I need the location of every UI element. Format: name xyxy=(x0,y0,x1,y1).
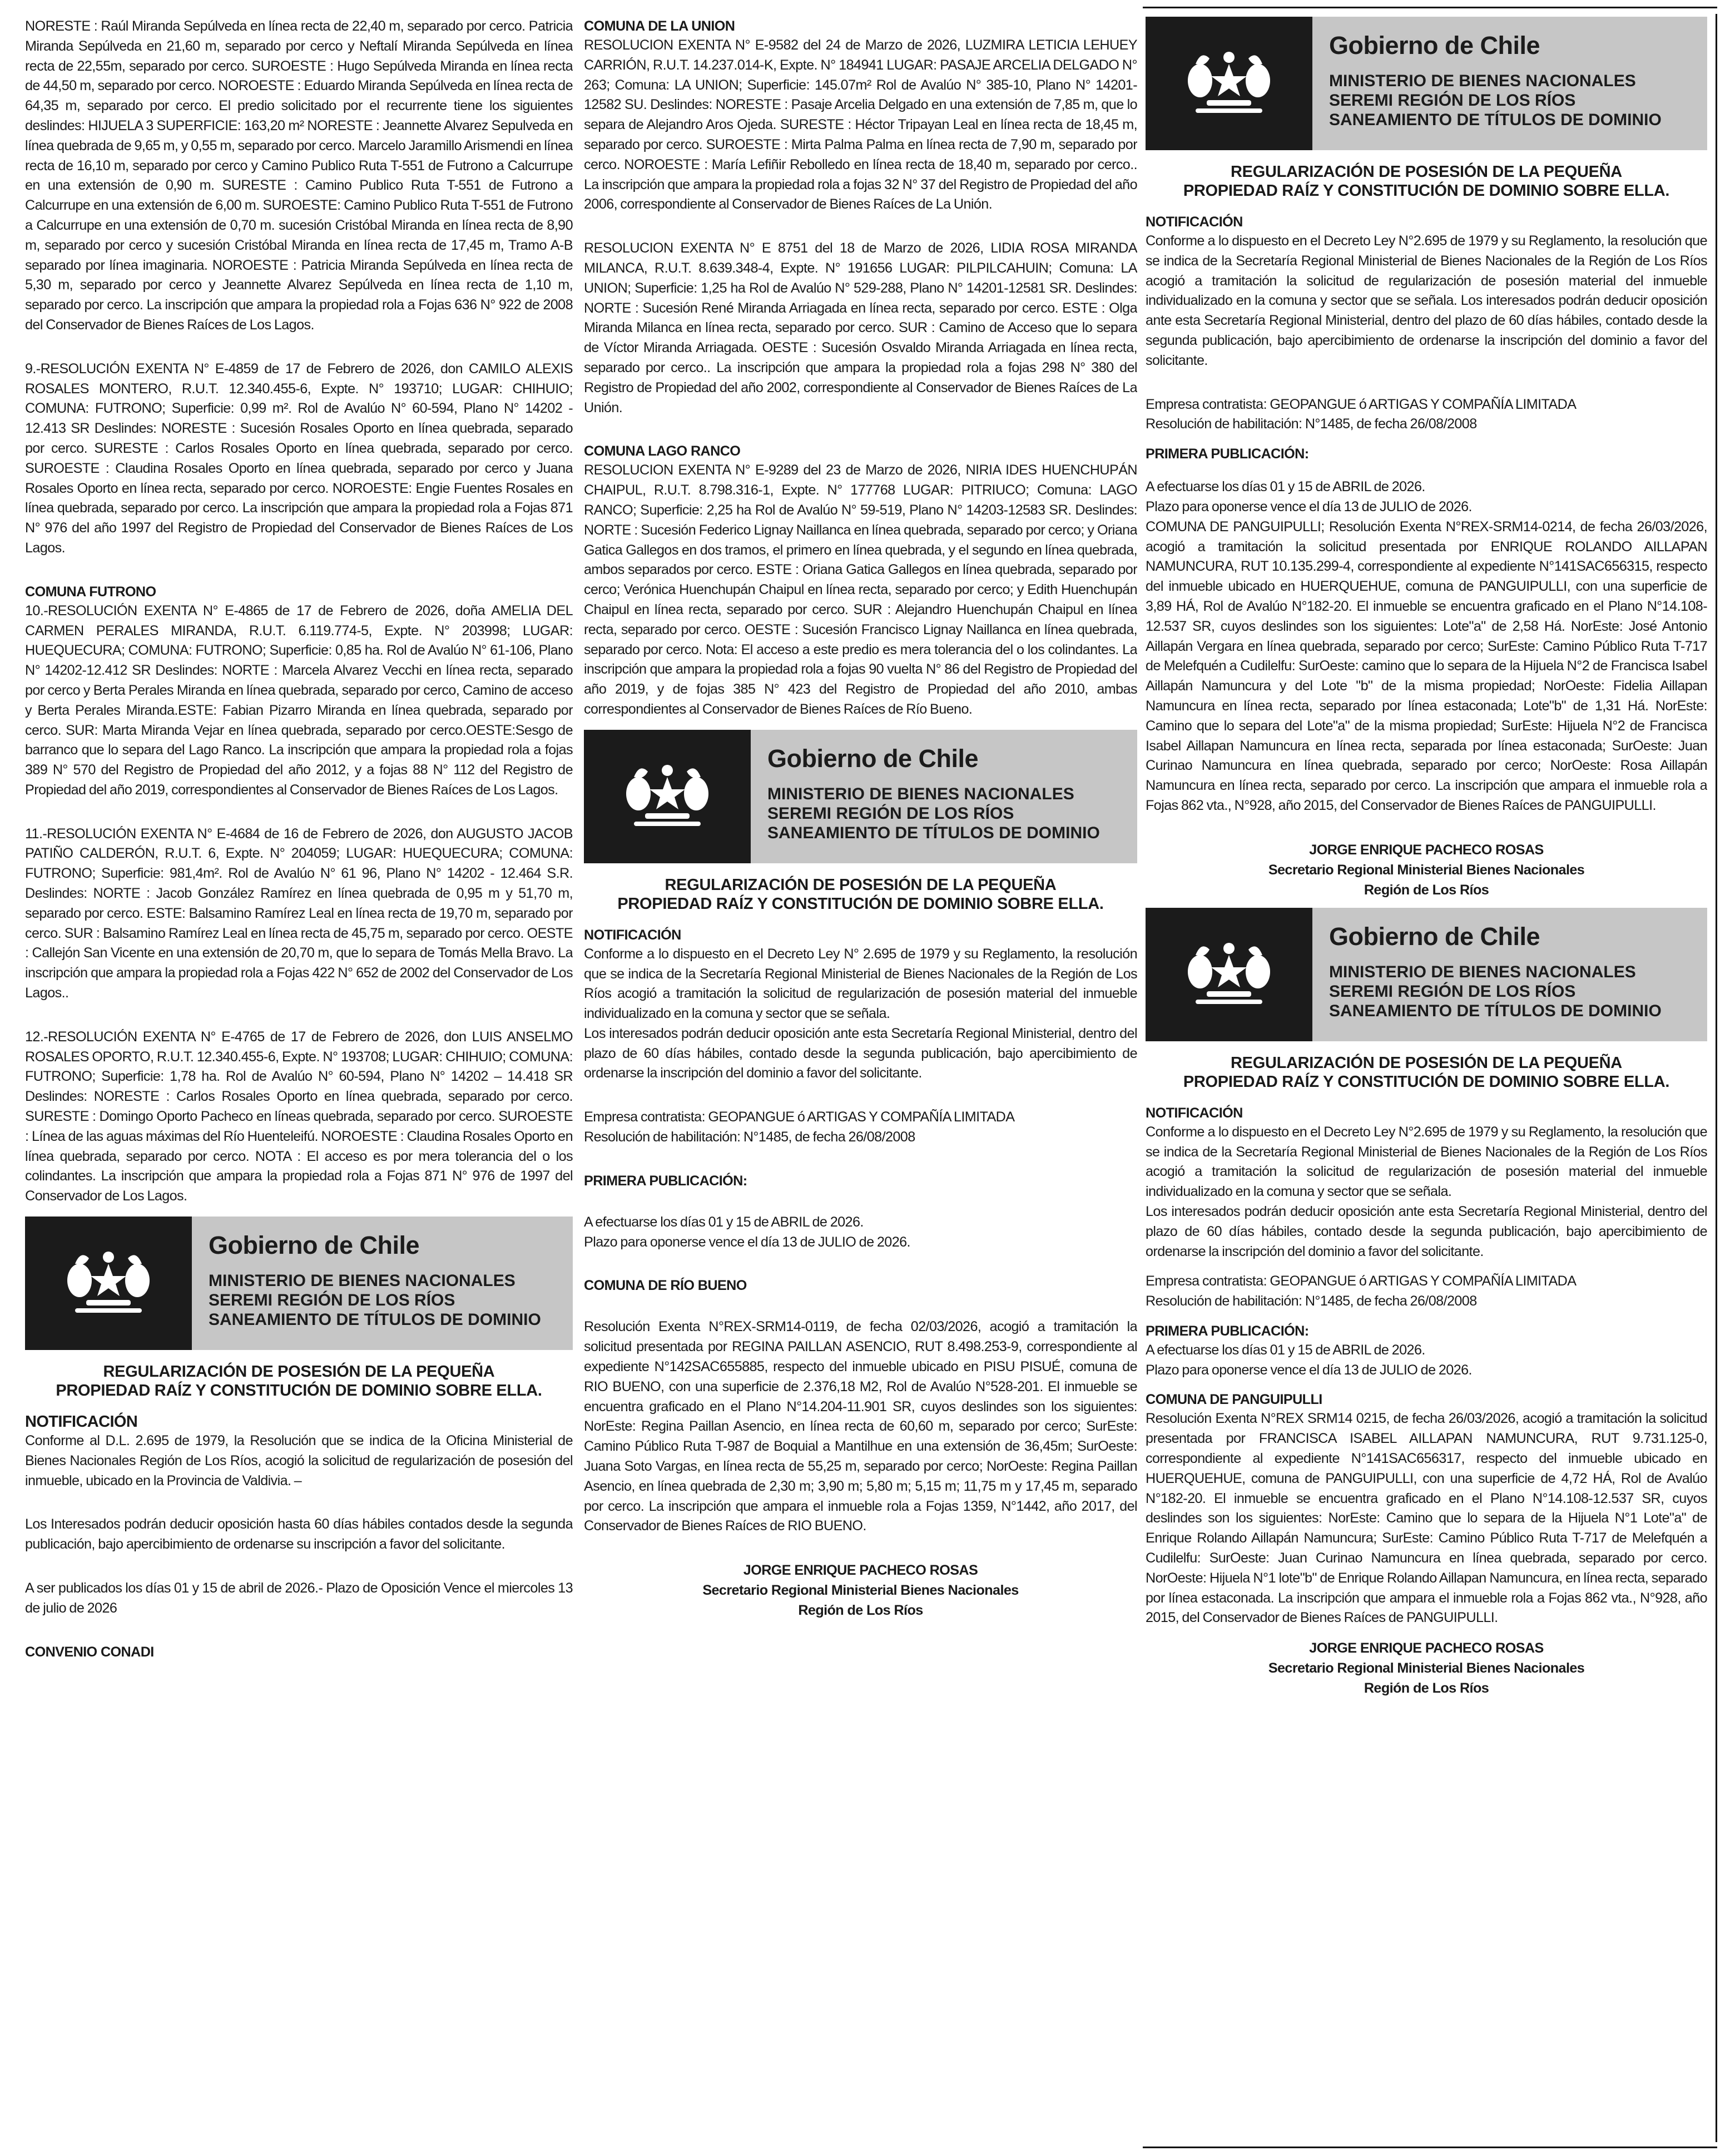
banner-line: SEREMI REGIÓN DE LOS RÍOS xyxy=(767,804,1014,823)
banner-line: MINISTERIO DE BIENES NACIONALES xyxy=(767,784,1074,803)
publication-dates: A efectuarse los días 01 y 15 de ABRIL de 2026. xyxy=(1146,479,1425,495)
chile-coat-of-arms-icon xyxy=(1173,42,1285,125)
notice-text: 11.-RESOLUCIÓN EXENTA N° E-4684 de 16 de Febrero de 2026, don AUGUSTO JACOB PATIÑO CALDERÓN, R.U.T. 6, Expte. N° 204059; LUGAR: HUEQUECURA; COMUNA: FUTRONO; Superficie: 981,4m². Rol de Avalúo N° 61 96, Plano N° 14202 - 12.464 S.R. Deslindes: NORTE : Jacob González Ramírez en línea quebrada de 0,95 m y 51,70 m, separado por cerco. ESTE: Balsamino Ramírez Leal en línea recta de 19,70 m, separado por cerco. SUR : Balsamino Ramírez Leal en línea recta de 45,75 m, separado por cerco. OESTE : Callejón San Vicente en una extensión de 20,70 m, que lo separa de Tomás Mella Bravo. La inscripción que ampara la propiedad rola a Fojas 422 N° 652 de 2002 del Conservador de Los Lagos.. xyxy=(25,825,573,1001)
notification-heading: NOTIFICACIÓN xyxy=(1146,1105,1243,1121)
notice-text: NORESTE : Raúl Miranda Sepúlveda en línea recta de 22,40 m, separado por cerco. Patricia Miranda Sepúlveda en 21,60 m, separado por cerco y Neftalí Miranda Sepúlveda en línea recta de 22,55m, separado por cerco. SUROESTE : Hugo Sepúlveda Miranda en línea recta de 44,50 m, separado por cerco. NOROESTE : Eduardo Miranda Sepúlveda en línea recta de 64,35 m, separado por cerco. El predio solicitado por el recurrente tiene los siguientes deslindes: HIJUELA 3 SUPERFICIE: 163,20 m² NORESTE : Jeannette Alvarez Sepulveda en línea quebrada de 9,65 m, y 0,55 m, separado por cerco. Marcelo Jaramillo Arismendi en línea recta de 16,10 m, separado por cerco y Camino Publico Ruta T-551 de Futrono a Calcurrupe en una extensión de 0,90 m. SURESTE : Camino Publico Ruta T-551 de Futrono a Calcurrupe en una extensión de 6,00 m. SUROESTE: Camino Publico Ruta T-551 de Futrono a Calcurrupe en una extensión de 0,70 m. sucesión Cristóbal Miranda en línea recta de 8,90 m, separado por cerco y sucesión Cristóbal Miranda en línea recta de 17,45 m, Tramo A-B separado por línea imaginaria. NOROESTE : Patricia Miranda Sepúlveda en línea recta de 5,30 m, separado por cerco y Jeannette Alvarez Sepúlveda en línea recta de 1,10 m, separado por cerco. La inscripción que ampara la propiedad rola a Fojas 636 N° 922 de 2008 del Conservador de Bienes Raíces de Los Lagos. xyxy=(25,18,573,333)
notice-title xyxy=(584,876,1137,913)
top-rule xyxy=(1143,7,1717,8)
banner-title: Gobierno de Chile xyxy=(767,744,979,773)
chile-coat-of-arms-icon xyxy=(1173,933,1285,1016)
banner-line: MINISTERIO DE BIENES NACIONALES xyxy=(1329,72,1636,90)
section-heading: COMUNA LAGO RANCO xyxy=(584,443,741,459)
title-line: REGULARIZACIÓN DE POSESIÓN DE LA PEQUEÑA xyxy=(1231,1054,1622,1072)
signatory-title: Secretario Regional Ministerial Bienes Nacionales xyxy=(1268,862,1585,878)
title-line: REGULARIZACIÓN DE POSESIÓN DE LA PEQUEÑA xyxy=(665,876,1057,894)
banner-line: SEREMI REGIÓN DE LOS RÍOS xyxy=(1329,982,1576,1001)
banner-line: SEREMI REGIÓN DE LOS RÍOS xyxy=(209,1291,455,1310)
notice-text: Conforme a lo dispuesto en el Decreto Ley N°2.695 de 1979 y su Reglamento, la resolución que se indica de la Secretaría Regional Ministerial de Bienes Nacionales de la Región de Los Ríos acogió a tramitación la solicitud de regularización de posesión material del inmueble individualizado en la comuna y sector que se señala. xyxy=(1146,1124,1707,1200)
resolution-line: Resolución de habilitación: N°1485, de fecha 26/08/2008 xyxy=(584,1129,915,1145)
signatory-region: Región de Los Ríos xyxy=(1364,1680,1489,1697)
notification-heading: NOTIFICACIÓN xyxy=(584,927,681,943)
notification-heading: NOTIFICACIÓN xyxy=(1146,214,1243,230)
emblem-panel xyxy=(25,1217,192,1350)
banner-line: SANEAMIENTO DE TÍTULOS DE DOMINIO xyxy=(1329,111,1662,129)
opposition-deadline: Plazo para oponerse vence el día 13 de JULIO de 2026. xyxy=(1146,498,1472,515)
gobierno-banner xyxy=(584,730,1137,863)
contractor-line: Empresa contratista: GEOPANGUE ó ARTIGAS Y COMPAÑÍA LIMITADA xyxy=(1146,396,1577,412)
notice-text: 9.-RESOLUCIÓN EXENTA N° E-4859 de 17 de Febrero de 2026, don CAMILO ALEXIS ROSALES MONTERO, R.U.T. 12.340.455-6, Expte. N° 193710; LUGAR: CHIHUIO; COMUNA: FUTRONO; Superficie: 0,99 m². Rol de Avalúo N° 60-594, Plano N° 14202 - 12.413 SR Deslindes: NORESTE : Sucesión Rosales Oporto en línea quebrada, separado por cerco. SURESTE : Carlos Rosales Oporto en línea quebrada, separado por cerco. SUROESTE : Claudina Rosales Oporto en línea quebrada, separado por cerco y Juana Rosales Oporto en línea recta, separado por cerco. NOROESTE: Engie Fuentes Rosales en línea quebrada, separado por cerco. La inscripción que ampara la propiedad rola a Fojas 871 N° 976 del año 1997 del Registro de Propiedad del Conservador de Bienes Raíces de Los Lagos. xyxy=(25,360,573,556)
contractor-line: Empresa contratista: GEOPANGUE ó ARTIGAS Y COMPAÑÍA LIMITADA xyxy=(1146,1273,1577,1289)
banner-text xyxy=(1312,908,1707,1041)
banner-text xyxy=(1312,17,1707,150)
chile-coat-of-arms-icon xyxy=(612,755,723,838)
opposition-deadline: Plazo para oponerse vence el día 13 de JULIO de 2026. xyxy=(584,1234,910,1250)
emblem-panel xyxy=(584,730,751,863)
column-3 xyxy=(1146,17,1707,2139)
gobierno-banner xyxy=(25,1217,573,1350)
section-heading: COMUNA DE RÍO BUENO xyxy=(584,1278,747,1294)
banner-line: SANEAMIENTO DE TÍTULOS DE DOMINIO xyxy=(767,823,1100,842)
section-heading: COMUNA DE PANGUIPULLI xyxy=(1146,1392,1322,1408)
chile-coat-of-arms-icon xyxy=(53,1242,164,1325)
title-line: PROPIEDAD RAÍZ Y CONSTITUCIÓN DE DOMINIO SOBRE ELLA. xyxy=(56,1382,542,1400)
banner-line: MINISTERIO DE BIENES NACIONALES xyxy=(1329,962,1636,981)
signatory-name: JORGE ENRIQUE PACHECO ROSAS xyxy=(743,1562,978,1579)
notice-text: RESOLUCION EXENTA N° E-9582 del 24 de Marzo de 2026, LUZMIRA LETICIA LEHUEY CARRIÓN, R.U.T. 14.237.014-K, Expte. N° 184941 LUGAR: PASAJE ARCELIA DELGADO N° 263; Comuna: LA UNION; Superficie: 145.07m² Rol de Avalúo N° 385-10, Plano N° 14201-12582 SU. Deslindes: NORESTE : Pasaje Arcelia Delgado en una extensión de 7,85 m, que lo separa de Alejandro Aros Ojeda. SURESTE : Héctor Tripayan Leal en línea recta de 18,45 m, separado por cerco. SUROESTE : Mirta Palma Palma en línea recta de 7,90 m, separado por cerco. NOROESTE : María Lefiñir Rebolledo en línea recta de 18,40 m, separado por cerco.. La inscripción que ampara la propiedad rola a fojas 32 N° 37 del Registro de Propiedad del año 2006, correspondiente al Conservador de Bienes Raíces de La Unión. xyxy=(584,37,1137,212)
banner-line: MINISTERIO DE BIENES NACIONALES xyxy=(209,1272,515,1290)
signatory-region: Región de Los Ríos xyxy=(798,1603,923,1619)
notice-text: COMUNA DE PANGUIPULLI; Resolución Exenta N°REX-SRM14-0214, de fecha 26/03/2026, acogió a tramitación la solicitud presentada por ENRIQUE ROLANDO AILLAPAN NAMUNCURA, RUT 10.135.299-4, correspondiente al expediente N°141SAC656315, respecto del inmueble ubicado en HUERQUEHUE, comuna de PANGUIPULLI, con una superficie de 3,89 HÁ, Rol de Avalúo N°182-20. El inmueble se encuentra graficado en el Plano N°14.108-12.537 SR, cuyos deslindes son los siguientes: Lote"a" de 2,58 Há. NorEste: José Antonio Aillapán Vergara en línea quebrada, separado por cerco; SurEste: Camino Público Ruta T-717 de Melefquén a Cudilelfu: SurOeste: camino que lo separa de la Hijuela N°2 de Francisca Isabel Aillapán Namuncura y del Lote "b" de la misma propiedad; NorOeste: Fidelia Aillapan Namuncura en línea recta, separado por línea estaconada; Lote"b" de 1,31 Há. NorEste: Camino que lo separa del Lote"a" de la misma propiedad; SurEste: Hijuela N°2 de Francisca Isabel Aillapan Namuncura en línea recta, separada por línea estaconada; SurOeste: Juan Curinao Namuncura en línea quebrada, separado por cerco; NorOeste: Rosa Aillapán Namuncura en línea recta, separado por cerco. La inscripción que ampara el inmueble rola a Fojas 862 vta., N°928, año 2015, del Conservador de Bienes Raíces de PANGUIPULLI. xyxy=(1146,518,1707,813)
right-rule xyxy=(1716,14,1717,2142)
opposition-deadline: Plazo para oponerse vence el día 13 de JULIO de 2026. xyxy=(1146,1362,1472,1378)
publication-dates: A efectuarse los días 01 y 15 de ABRIL de 2026. xyxy=(584,1214,864,1230)
bottom-rule xyxy=(1143,2147,1717,2148)
banner-title: Gobierno de Chile xyxy=(209,1231,420,1260)
banner-title: Gobierno de Chile xyxy=(1329,31,1540,60)
notice-title xyxy=(1146,1054,1707,1091)
notice-text: RESOLUCION EXENTA N° E-9289 del 23 de Marzo de 2026, NIRIA IDES HUENCHUPÁN CHAIPUL, R.U.T. 8.798.316-1, Expte. N° 177768 LUGAR: PITRIUCO; Comuna: LAGO RANCO; Superficie: 2,25 ha Rol de Avalúo N° 59-519, Plano N° 14203-12583 SR. Deslindes: NORTE : Sucesión Federico Lignay Naillanca en línea quebrada, separado por cerco; y Oriana Gatica Gallegos en dos tramos, el primero en línea quebrada, y el segundo en línea quebrada, ambos separados por cerco. ESTE : Oriana Gatica Gallegos en línea quebrada, separado por cerco; Verónica Huenchupán Chaipul en línea recta, separado por cerco; y Edith Huenchupán Chaipul en línea recta, separado por cerco. SUR : Alejandro Huenchupán Chaipul en línea recta, separado por cerco. OESTE : Sucesión Francisco Lignay Naillanca en línea quebrada, separado por cerco. Nota: El acceso a este predio es mera tolerancia del o los colindantes. La inscripción que ampara la propiedad rola a fojas 90 vuelta N° 86 del Registro de Propiedad del año 2019, y de fojas 385 N° 423 del Registro de Propiedad del año 2010, ambas correspondientes al Conservador de Bienes Raíces de Río Bueno. xyxy=(584,462,1137,717)
banner-text xyxy=(192,1217,573,1350)
title-line: PROPIEDAD RAÍZ Y CONSTITUCIÓN DE DOMINIO SOBRE ELLA. xyxy=(1183,182,1670,200)
notice-text: Resolución Exenta N°REX SRM14 0215, de fecha 26/03/2026, acogió a tramitación la solicitud presentada por FRANCISCA ISABEL AILLAPAN NAMUNCURA, RUT 9.731.125-0, correspondiente al expediente N°141SAC656317, respecto del inmueble ubicado en HUERQUEHUE, comuna de PANGUIPULLI, con una superficie de 4,72 HÁ, Rol de Avalúo N°182-20. El inmueble se encuentra graficado en el Plano N°14.108-12.537 SR, cuyos deslindes son los siguientes: NorEste: Camino que lo separa de la Hijuela N°1 Lote"a" de Enrique Rolando Aillapán Namuncura; SurEste: Camino Público Ruta T-717 de Melefquén a Cudilelfu: SurOeste: Juan Curinao Namuncura en línea quebrada, separado por cerco. NorOeste: Hijuela N°1 lote"b" de Enrique Rolando Aillapan Namuncura, en línea recta, separado por línea estaconada. La inscripción que ampara el inmueble rola a Fojas 862 vta., N°928, año 2015, del Conservador de Bienes Raíces de PANGUIPULLI. xyxy=(1146,1411,1707,1626)
notification-heading: NOTIFICACIÓN xyxy=(25,1413,138,1431)
notice-text: 10.-RESOLUCIÓN EXENTA N° E-4865 de 17 de Febrero de 2026, doña AMELIA DEL CARMEN PERALES MIRANDA, R.U.T. 6.119.774-5, Expte. N° 203998; LUGAR: HUEQUECURA; COMUNA: FUTRONO; Superficie: 0,85 ha. Rol de Avalúo N° 61-106, Plano N° 14202-12.412 SR Deslindes: NORTE : Marcela Alvarez Vecchi en línea recta, separado por cerco y Berta Perales Miranda en línea quebrada, separado por cerco, Camino de acceso y Berta Perales Miranda.ESTE: Fabian Pizarro Miranda en línea quebrada, separado por cerco. SUR: Marta Miranda Vejar en línea quebrada, separado por cerco.OESTE:Sesgo de barranco que lo separa del Lago Ranco. La inscripción que ampara la propiedad rola a fojas 389 N° 570 del Registro de Propiedad del año 2012, y a fojas 88 N° 112 del Registro de Propiedad del año 2019, correspondientes al Conservador de Bienes Raíces de Los Lagos. xyxy=(25,602,573,798)
banner-title: Gobierno de Chile xyxy=(1329,922,1540,951)
section-heading: PRIMERA PUBLICACIÓN: xyxy=(1146,446,1309,462)
notice-title xyxy=(25,1362,573,1400)
gobierno-banner xyxy=(1146,908,1707,1041)
resolution-line: Resolución de habilitación: N°1485, de fecha 26/08/2008 xyxy=(1146,1293,1477,1309)
column-1 xyxy=(25,17,573,2139)
notice-text: A ser publicados los días 01 y 15 de abril de 2026.- Plazo de Oposición Vence el miercoles 13 de julio de 2026 xyxy=(25,1580,573,1616)
notice-text: Los interesados podrán deducir oposición ante esta Secretaría Regional Ministerial, dentro del plazo de 60 días hábiles, contado desde la segunda publicación, bajo apercibimiento de ordenarse la inscripción del dominio a favor del solicitante. xyxy=(584,1025,1137,1081)
section-heading: PRIMERA PUBLICACIÓN: xyxy=(584,1173,747,1189)
notice-text: Conforme al D.L. 2.695 de 1979, la Resolución que se indica de la Oficina Ministerial de Bienes Nacionales Región de Los Ríos, acogió la solicitud de regularización de posesión del inmueble, ubicado en la Provincia de Valdivia. – xyxy=(25,1433,573,1489)
banner-text xyxy=(751,730,1137,863)
notice-text: Resolución Exenta N°REX-SRM14-0119, de fecha 02/03/2026, acogió a tramitación la solicitud presentada por REGINA PAILLAN ASENCIO, RUT 8.498.253-9, correspondiente al expediente N°142SAC655885, respecto del inmueble ubicado en PISU PISUÉ, comuna de RIO BUENO, con una superficie de 2.376,18 M2, Rol de Avalúo N°528-201. El inmueble se encuentra graficado en el Plano N°14.204-11.901 SR, cuyos deslindes son los siguientes: NorEste: Regina Paillan Asencio, en línea recta de 60,60 m, separado por cerco; SurEste: Camino Público Ruta T-987 de Boquial a Mantilhue en una extensión de 36,45m; SurOeste: Juana Soto Vargas, en línea recta de 55,25 m, separado por cerco; NorOeste: Regina Paillan Asencio, en línea quebrada de 2,30 m; 3,90 m; 5,80 m; 5,15 m; 11,75 m y 17,45 m, separado por cerco. La inscripción que ampara el inmueble rola a Fojas 1359, N°1442, año 2017, del Conservador de Bienes Raíces de RIO BUENO. xyxy=(584,1319,1137,1534)
banner-line: SEREMI REGIÓN DE LOS RÍOS xyxy=(1329,91,1576,110)
signatory-name: JORGE ENRIQUE PACHECO ROSAS xyxy=(1309,1640,1544,1656)
notice-text: Los Interesados podrán deducir oposición hasta 60 días hábiles contados desde la segunda publicación, bajo apercibimiento de ordenarse su inscripción a favor del solicitante. xyxy=(25,1516,573,1552)
signatory-title: Secretario Regional Ministerial Bienes Nacionales xyxy=(702,1583,1019,1599)
notice-text: Conforme a lo dispuesto en el Decreto Ley N°2.695 de 1979 y su Reglamento, la resolución que se indica de la Secretaría Regional Ministerial de Bienes Nacionales de la Región de Los Ríos acogió a tramitación la solicitud de regularización de posesión material del inmueble individualizado en la comuna y sector que se señala. Los interesados podrán deducir oposición ante esta Secretaría Regional Ministerial, dentro del plazo de 60 días hábiles, contado desde la segunda publicación, bajo apercibimiento de ordenarse la inscripción del dominio a favor del solicitante. xyxy=(1146,233,1707,368)
title-line: PROPIEDAD RAÍZ Y CONSTITUCIÓN DE DOMINIO SOBRE ELLA. xyxy=(1183,1072,1670,1091)
section-heading: CONVENIO CONADI xyxy=(25,1644,154,1660)
emblem-panel xyxy=(1146,908,1312,1041)
gobierno-banner xyxy=(1146,17,1707,150)
column-2 xyxy=(584,17,1137,2139)
notice-title xyxy=(1146,162,1707,200)
signatory-region: Región de Los Ríos xyxy=(1364,882,1489,898)
emblem-panel xyxy=(1146,17,1312,150)
signatory-title: Secretario Regional Ministerial Bienes Nacionales xyxy=(1268,1660,1585,1677)
signatory-name: JORGE ENRIQUE PACHECO ROSAS xyxy=(1309,842,1544,858)
section-heading: COMUNA DE LA UNION xyxy=(584,18,735,34)
section-heading: COMUNA FUTRONO xyxy=(25,583,156,600)
title-line: REGULARIZACIÓN DE POSESIÓN DE LA PEQUEÑA xyxy=(1231,163,1622,181)
section-heading: PRIMERA PUBLICACIÓN: xyxy=(1146,1323,1309,1339)
banner-line: SANEAMIENTO DE TÍTULOS DE DOMINIO xyxy=(1329,1001,1662,1020)
banner-line: SANEAMIENTO DE TÍTULOS DE DOMINIO xyxy=(209,1311,541,1329)
notice-text: Los interesados podrán deducir oposición ante esta Secretaría Regional Ministerial, dentro del plazo de 60 días hábiles, contado desde la segunda publicación, bajo apercibimiento de ordenarse la inscripción del dominio a favor del solicitante. xyxy=(1146,1203,1707,1259)
notice-text: 12.-RESOLUCIÓN EXENTA N° E-4765 de 17 de Febrero de 2026, don LUIS ANSELMO ROSALES OPORTO, R.U.T. 12.340.455-6, Expte. N° 193708; LUGAR: CHIHUIO; COMUNA: FUTRONO; Superficie: 1,78 ha. Rol de Avalúo N° 60-594, Plano N° 14202 – 14.418 SR Deslindes: NORESTE : Carlos Rosales Oporto en línea quebrada, separado por cerco. SURESTE : Domingo Oporto Pacheco en líneas quebrada, separado por cerco. SUROESTE : Línea de las aguas máximas del Río Huenteleifú. NOROESTE : Claudina Rosales Oporto en línea quebrada, separado por cerco. NOTA : El acceso es por mera tolerancia del o los colindantes. La inscripción que ampara la propiedad rola a Fojas 871 N° 976 de 1997 del Conservador de Los Lagos. xyxy=(25,1028,573,1204)
title-line: PROPIEDAD RAÍZ Y CONSTITUCIÓN DE DOMINIO SOBRE ELLA. xyxy=(617,894,1104,913)
title-line: REGULARIZACIÓN DE POSESIÓN DE LA PEQUEÑA xyxy=(103,1363,495,1381)
notice-text: Conforme a lo dispuesto en el Decreto Ley N° 2.695 de 1979 y su Reglamento, la resolución que se indica de la Secretaría Regional Ministerial de Bienes Nacionales de la Región de Los Ríos acogió a tramitación la solicitud de regularización de posesión material del inmueble individualizado en la comuna y sector que se señala. xyxy=(584,946,1137,1022)
contractor-line: Empresa contratista: GEOPANGUE ó ARTIGAS Y COMPAÑÍA LIMITADA xyxy=(584,1109,1015,1125)
publication-dates: A efectuarse los días 01 y 15 de ABRIL de 2026. xyxy=(1146,1342,1425,1358)
notice-text: RESOLUCION EXENTA N° E 8751 del 18 de Marzo de 2026, LIDIA ROSA MIRANDA MILANCA, R.U.T. 8.639.348-4, Expte. N° 191656 LUGAR: PILPILCAHUIN; Comuna: LA UNION; Superficie: 1,25 ha Rol de Avalúo N° 529-288, Plano N° 14201-12581 SR. Deslindes: NORTE : Sucesión René Miranda Arriagada en línea recta, separado por cerco. ESTE : Olga Miranda Milanca en línea recta, separado por cerco. SUR : Camino de Acceso que lo separa de Víctor Miranda Arriagada. OESTE : Sucesión Osvaldo Miranda Arriagada en línea recta, separado por cerco.. La inscripción que ampara la propiedad rola a fojas 298 N° 380 del Registro de Propiedad del año 2002, correspondiente al Conservador de Bienes Raíces de La Unión. xyxy=(584,240,1137,416)
resolution-line: Resolución de habilitación: N°1485, de fecha 26/08/2008 xyxy=(1146,416,1477,432)
